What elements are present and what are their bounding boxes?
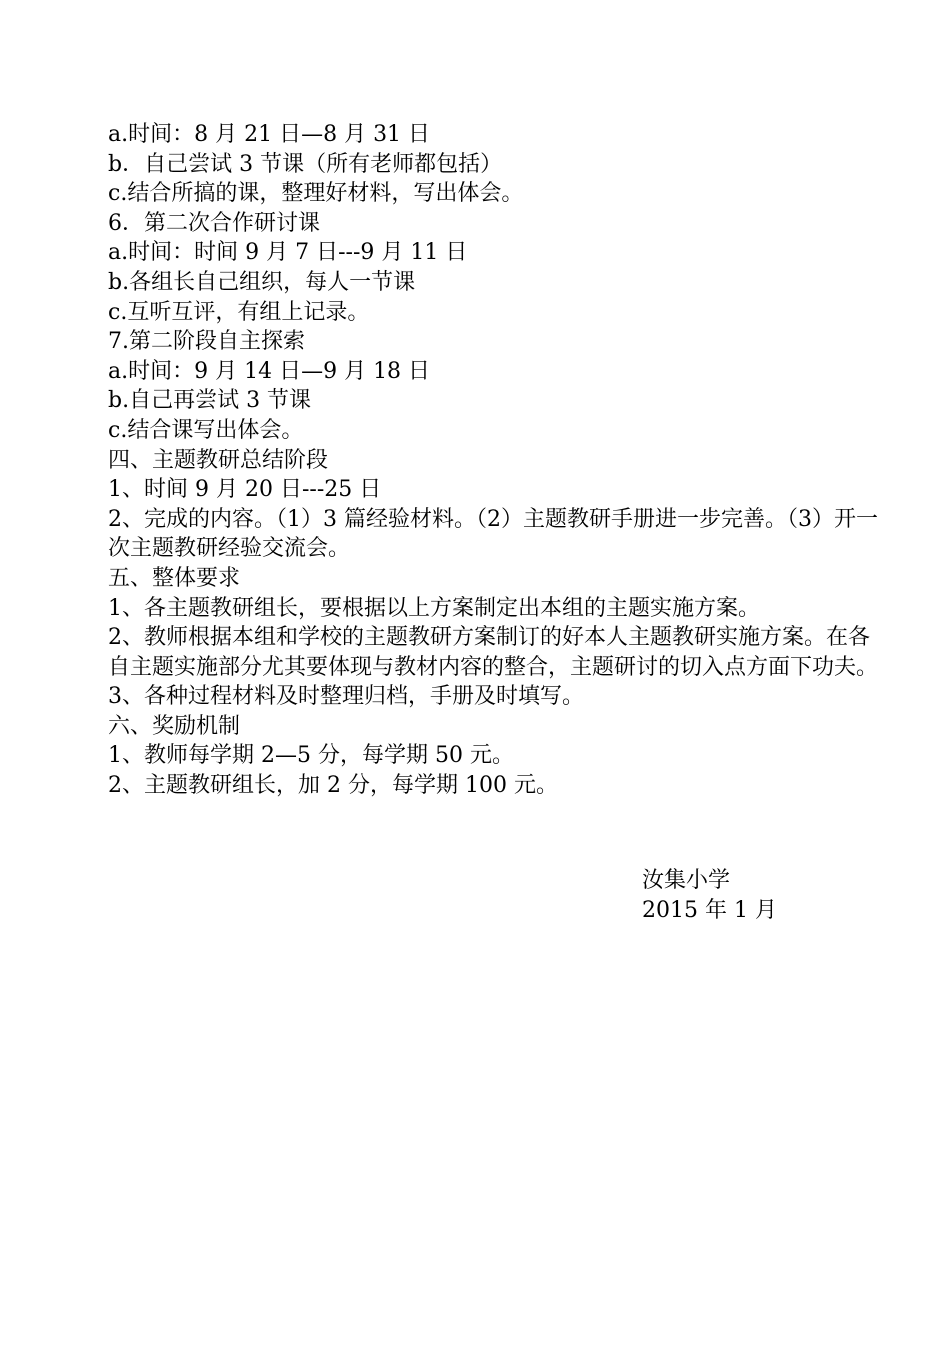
section-heading: 四、主题教研总结阶段: [108, 447, 329, 473]
section-heading: 6．第二次合作研讨课: [108, 210, 320, 236]
signature-school: 汝集小学: [642, 868, 731, 893]
text-line: 2、主题教研组长，加 2 分，每学期 100 元。: [108, 773, 558, 799]
text-paragraph: 2、完成的内容。（1）3 篇经验材料。（2）主题教研手册进一步完善。（3）开一次主题教研经验交流会。: [108, 506, 878, 562]
text-line: 1、教师每学期 2—5 分，每学期 50 元。: [108, 743, 514, 769]
text-line: a.时间：9 月 14 日—9 月 18 日: [108, 358, 431, 384]
text-line: a.时间：时间 9 月 7 日---9 月 11 日: [108, 240, 468, 266]
text-line: c.结合所搞的课，整理好材料，写出体会。: [108, 181, 524, 207]
text-line: c.互听互评，有组上记录。: [108, 299, 370, 325]
section-heading: 五、整体要求: [108, 565, 241, 591]
text-line: 1、时间 9 月 20 日---25 日: [108, 477, 382, 503]
text-line: a.时间：8 月 21 日—8 月 31 日: [108, 122, 431, 147]
text-line: b.自己再尝试 3 节课: [108, 388, 312, 414]
text-line: 3、各种过程材料及时整理归档，手册及时填写。: [108, 684, 584, 710]
text-line: c.结合课写出体会。: [108, 417, 304, 443]
signature-date: 2015 年 1 月: [642, 897, 777, 923]
signature-block: [642, 866, 777, 925]
text-paragraph: 1、各主题教研组长，要根据以上方案制定出本组的主题实施方案。: [108, 595, 760, 621]
text-line: b．自己尝试 3 节课（所有老师都包括）: [108, 151, 503, 177]
text-line: b.各组长自己组织，每人一节课: [108, 269, 416, 295]
document-body: [108, 120, 888, 801]
section-heading: 六、奖励机制: [108, 713, 241, 739]
section-heading: 7.第二阶段自主探索: [108, 329, 305, 355]
text-paragraph: 2、教师根据本组和学校的主题教研方案制订的好本人主题教研实施方案。在各自主题实施部分尤其要体现与教材内容的整合，主题研讨的切入点方面下功夫。: [108, 625, 879, 680]
